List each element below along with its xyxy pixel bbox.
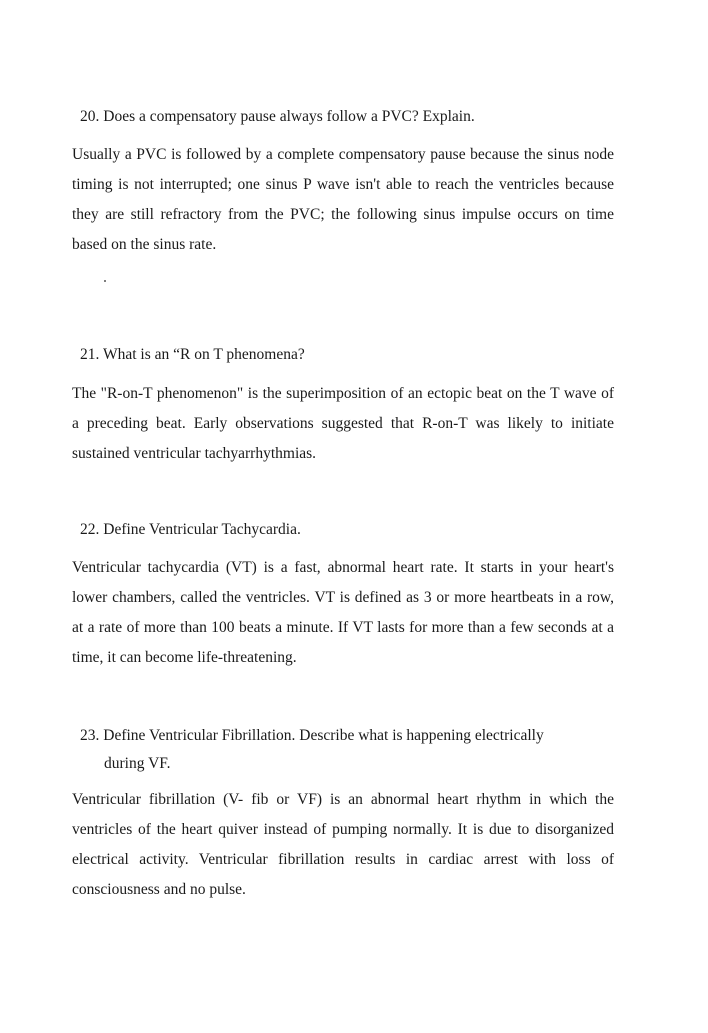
answer-20: Usually a PVC is followed by a complete compensatory pause because the sinus node timing is not interrupted; one sinus P wave isn't able to reach the ventricles because they are still refractory from the PVC; the following sinus impulse occurs on time based on the sinus rate. (72, 146, 614, 253)
answer-23: Ventricular fibrillation (V- fib or VF) is an abnormal heart rhythm in which the ventricles of the heart quiver instead of pumping normally. It is due to disorganized electrical activity. Ventricular fibrillation results in cardiac arrest with loss of consciousness and no pulse. (72, 791, 614, 898)
question-23 (80, 722, 620, 778)
stray-dot (104, 280, 106, 282)
answer-21: The "R-on-T phenomenon" is the superimposition of an ectopic beat on the T wave of a preceding beat. Early observations suggested that R-on-T was likely to initiate sustained ventricular tachyarrhythmias. (72, 385, 614, 462)
question-21: 21. What is an “R on T phenomena? (80, 346, 305, 363)
answer-22: Ventricular tachycardia (VT) is a fast, abnormal heart rate. It starts in your heart's lower chambers, called the ventricles. VT is defined as 3 or more heartbeats in a row, at a rate of more than 100 beats a minute. If VT lasts for more than a few seconds at a time, it can become life-threatening. (72, 559, 614, 666)
question-22: 22. Define Ventricular Tachycardia. (80, 521, 301, 538)
question-23-line2: during VF. (104, 755, 171, 772)
question-23-line1: 23. Define Ventricular Fibrillation. Describe what is happening electrically (80, 727, 544, 744)
question-20: 20. Does a compensatory pause always follow a PVC? Explain. (80, 108, 475, 125)
